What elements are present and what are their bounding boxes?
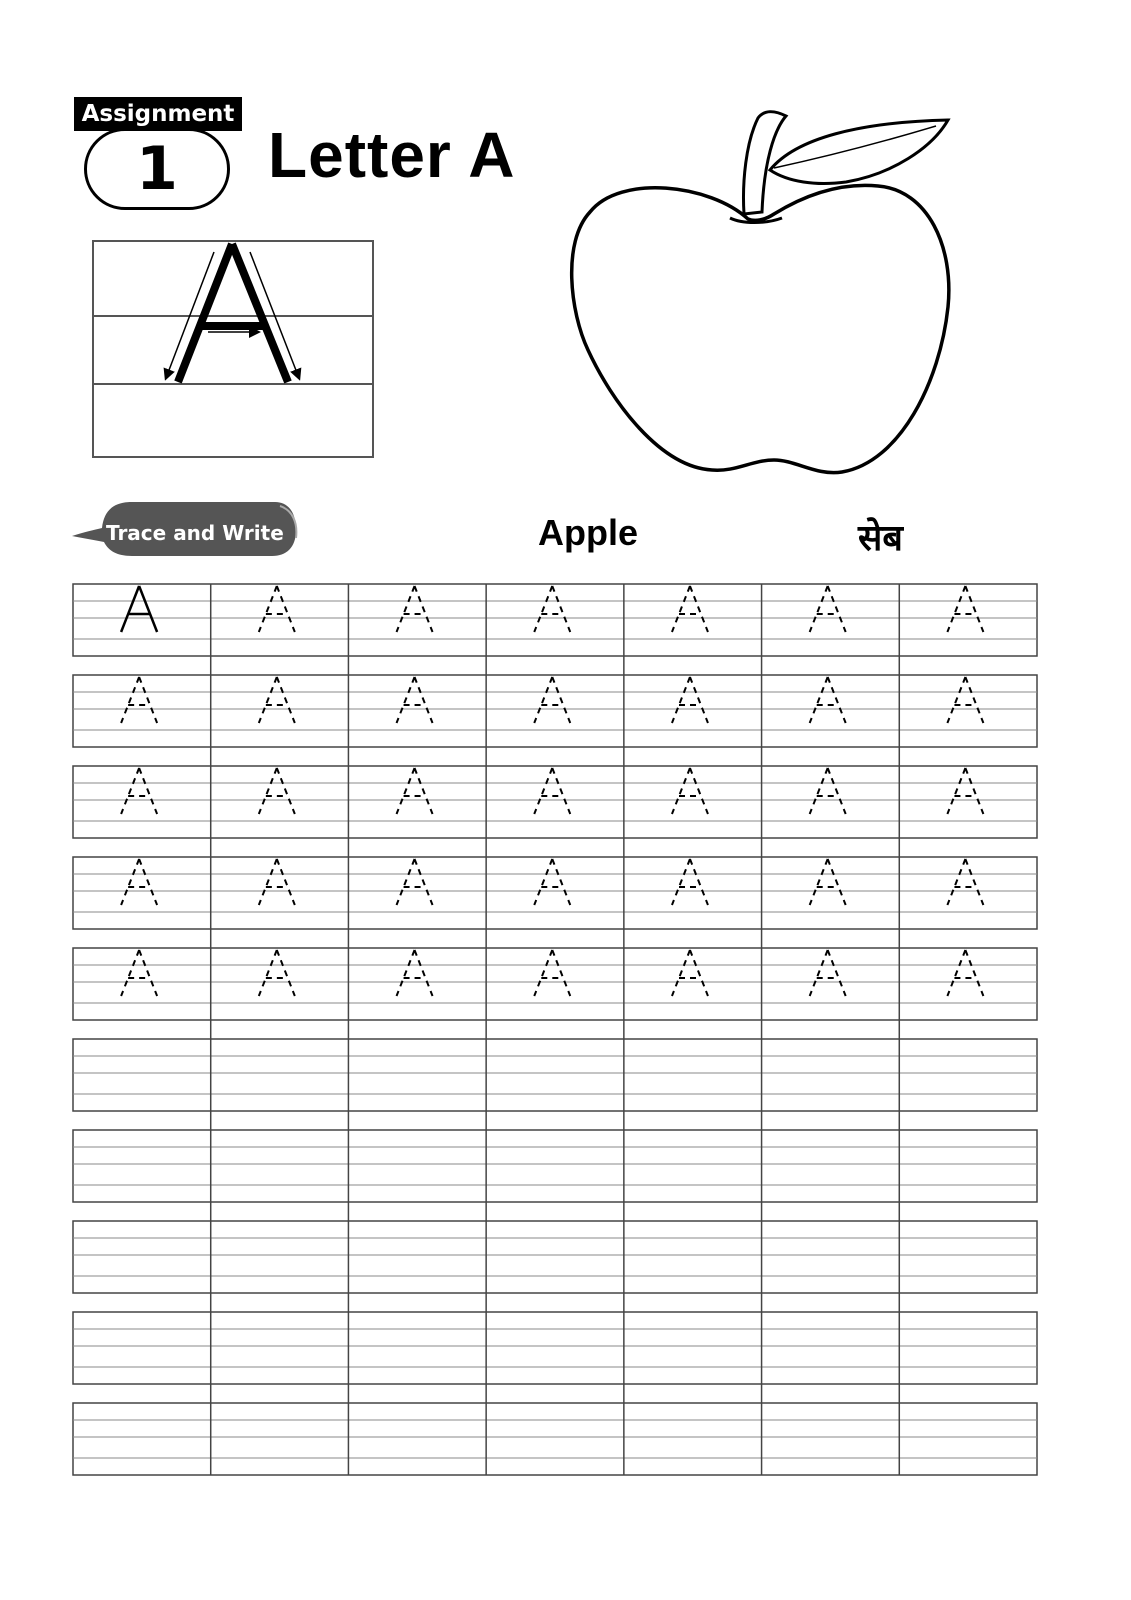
badge-label: Trace and Write [106, 521, 284, 545]
trace-letter [397, 950, 433, 996]
trace-letter [121, 859, 157, 905]
trace-letter [810, 768, 846, 814]
practice-row [73, 1403, 1037, 1475]
trace-letter [947, 859, 983, 905]
trace-letter [672, 677, 708, 723]
apple-leaf [770, 120, 948, 184]
practice-row [73, 675, 1037, 766]
trace-letter [672, 950, 708, 996]
trace-letter [534, 768, 570, 814]
demo-letter-a [178, 244, 288, 382]
practice-row [73, 766, 1037, 857]
practice-grid [72, 583, 1038, 1477]
assignment-number: 1 [84, 128, 230, 210]
assignment-label: Assignment [74, 97, 242, 131]
trace-letter [672, 586, 708, 632]
trace-letter [121, 768, 157, 814]
trace-letter [534, 586, 570, 632]
trace-letter [947, 586, 983, 632]
practice-row [73, 948, 1037, 1039]
trace-letter [672, 859, 708, 905]
trace-letter [534, 859, 570, 905]
trace-letter [534, 677, 570, 723]
trace-letter [534, 950, 570, 996]
trace-letter [810, 950, 846, 996]
trace-letter [259, 586, 295, 632]
trace-letter [672, 768, 708, 814]
trace-letter [810, 859, 846, 905]
stroke-order-demo [92, 240, 376, 462]
page-title: Letter A [268, 119, 516, 191]
trace-letter [947, 950, 983, 996]
trace-letter [397, 586, 433, 632]
word-hindi: सेब [858, 518, 903, 559]
trace-letter [259, 859, 295, 905]
trace-letter [397, 859, 433, 905]
apple-illustration [560, 102, 960, 482]
practice-row [73, 1039, 1037, 1130]
trace-letter [121, 677, 157, 723]
trace-letter [121, 950, 157, 996]
practice-row [73, 584, 1037, 675]
trace-letter [397, 768, 433, 814]
practice-row [73, 857, 1037, 948]
word-english: Apple [538, 512, 639, 553]
trace-letter [259, 677, 295, 723]
practice-row [73, 1130, 1037, 1221]
practice-row [73, 1312, 1037, 1403]
model-letter [121, 586, 157, 632]
apple-body [572, 185, 949, 472]
trace-letter [259, 950, 295, 996]
trace-letter [947, 768, 983, 814]
trace-letter [810, 586, 846, 632]
practice-row [73, 1221, 1037, 1312]
trace-letter [947, 677, 983, 723]
trace-letter [810, 677, 846, 723]
trace-letter [397, 677, 433, 723]
trace-letter [259, 768, 295, 814]
